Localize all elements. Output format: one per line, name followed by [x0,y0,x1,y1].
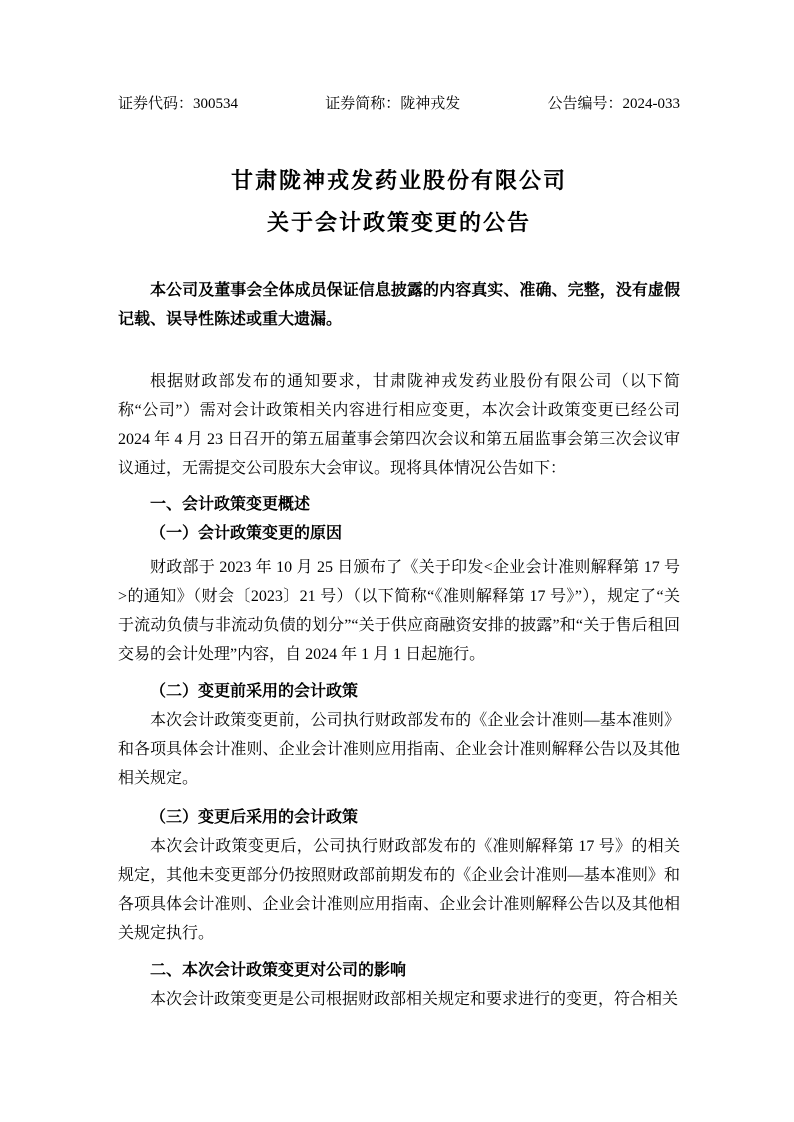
document-body [118,276,680,1014]
section-heading-policy-change-overview: 一、会计政策变更概述 [150,496,311,513]
document-header [118,94,680,115]
stock-abbr-text: 证券简称：陇神戎发 [325,96,461,112]
title-line-subject: 关于会计政策变更的公告 [266,210,531,235]
announcement-number-text: 公告编号：2024-033 [547,96,680,112]
change-reason-paragraph: 财政部于 2023 年 10 月 25 日颁布了《关于印发<企业会计准则解释第 17 号>的通知》（财会〔2023〕21 号）（以下简称“《准则解释第 17 号》”），规定了“关于流动负债与非流动负债的划分”“关于供应商融资安排的披露”和“关于售后租回交易的会计处理”内容，自 2024 年 1 月 1 日起施行。 [118,559,680,663]
impact-paragraph: 本次会计政策变更是公司根据财政部相关规定和要求进行的变更，符合相关 [150,991,679,1008]
policy-after-change-paragraph: 本次会计政策变更后，公司执行财政部发布的《准则解释第 17 号》的相关规定，其他未变更部分仍按照财政部前期发布的《企业会计准则—基本准则》和各项具体会计准则、企业会计准则应用指南、企业会计准则解释公告以及其他相关规定执行。 [118,838,680,942]
stock-code-text: 证券代码：300534 [118,96,239,112]
subsection-heading-change-reason: （一）会计政策变更的原因 [150,525,343,542]
title-line-company: 甘肃陇神戎发药业股份有限公司 [230,168,567,193]
subsection-heading-policy-before-change: （二）变更前采用的会计政策 [150,683,359,700]
disclaimer-paragraph: 本公司及董事会全体成员保证信息披露的内容真实、准确、完整，没有虚假记载、误导性陈述或重大遗漏。 [118,282,680,328]
section-heading-impact-on-company: 二、本次会计政策变更对公司的影响 [150,962,407,979]
document-title [118,160,680,244]
policy-before-change-paragraph: 本次会计政策变更前，公司执行财政部发布的《企业会计准则—基本准则》和各项具体会计准则、企业会计准则应用指南、企业会计准则解释公告以及其他相关规定。 [118,712,680,787]
subsection-heading-policy-after-change: （三）变更后采用的会计政策 [150,809,359,826]
intro-paragraph: 根据财政部发布的通知要求，甘肃陇神戎发药业股份有限公司（以下简称“公司”）需对会计政策相关内容进行相应变更，本次会计政策变更已经公司 2024 年 4 月 23 日召开的第五届董事会第四次会议和第五届监事会第三次会议审议通过，无需提交公司股东大会审议。现将具体情况公告如下： [118,373,680,477]
